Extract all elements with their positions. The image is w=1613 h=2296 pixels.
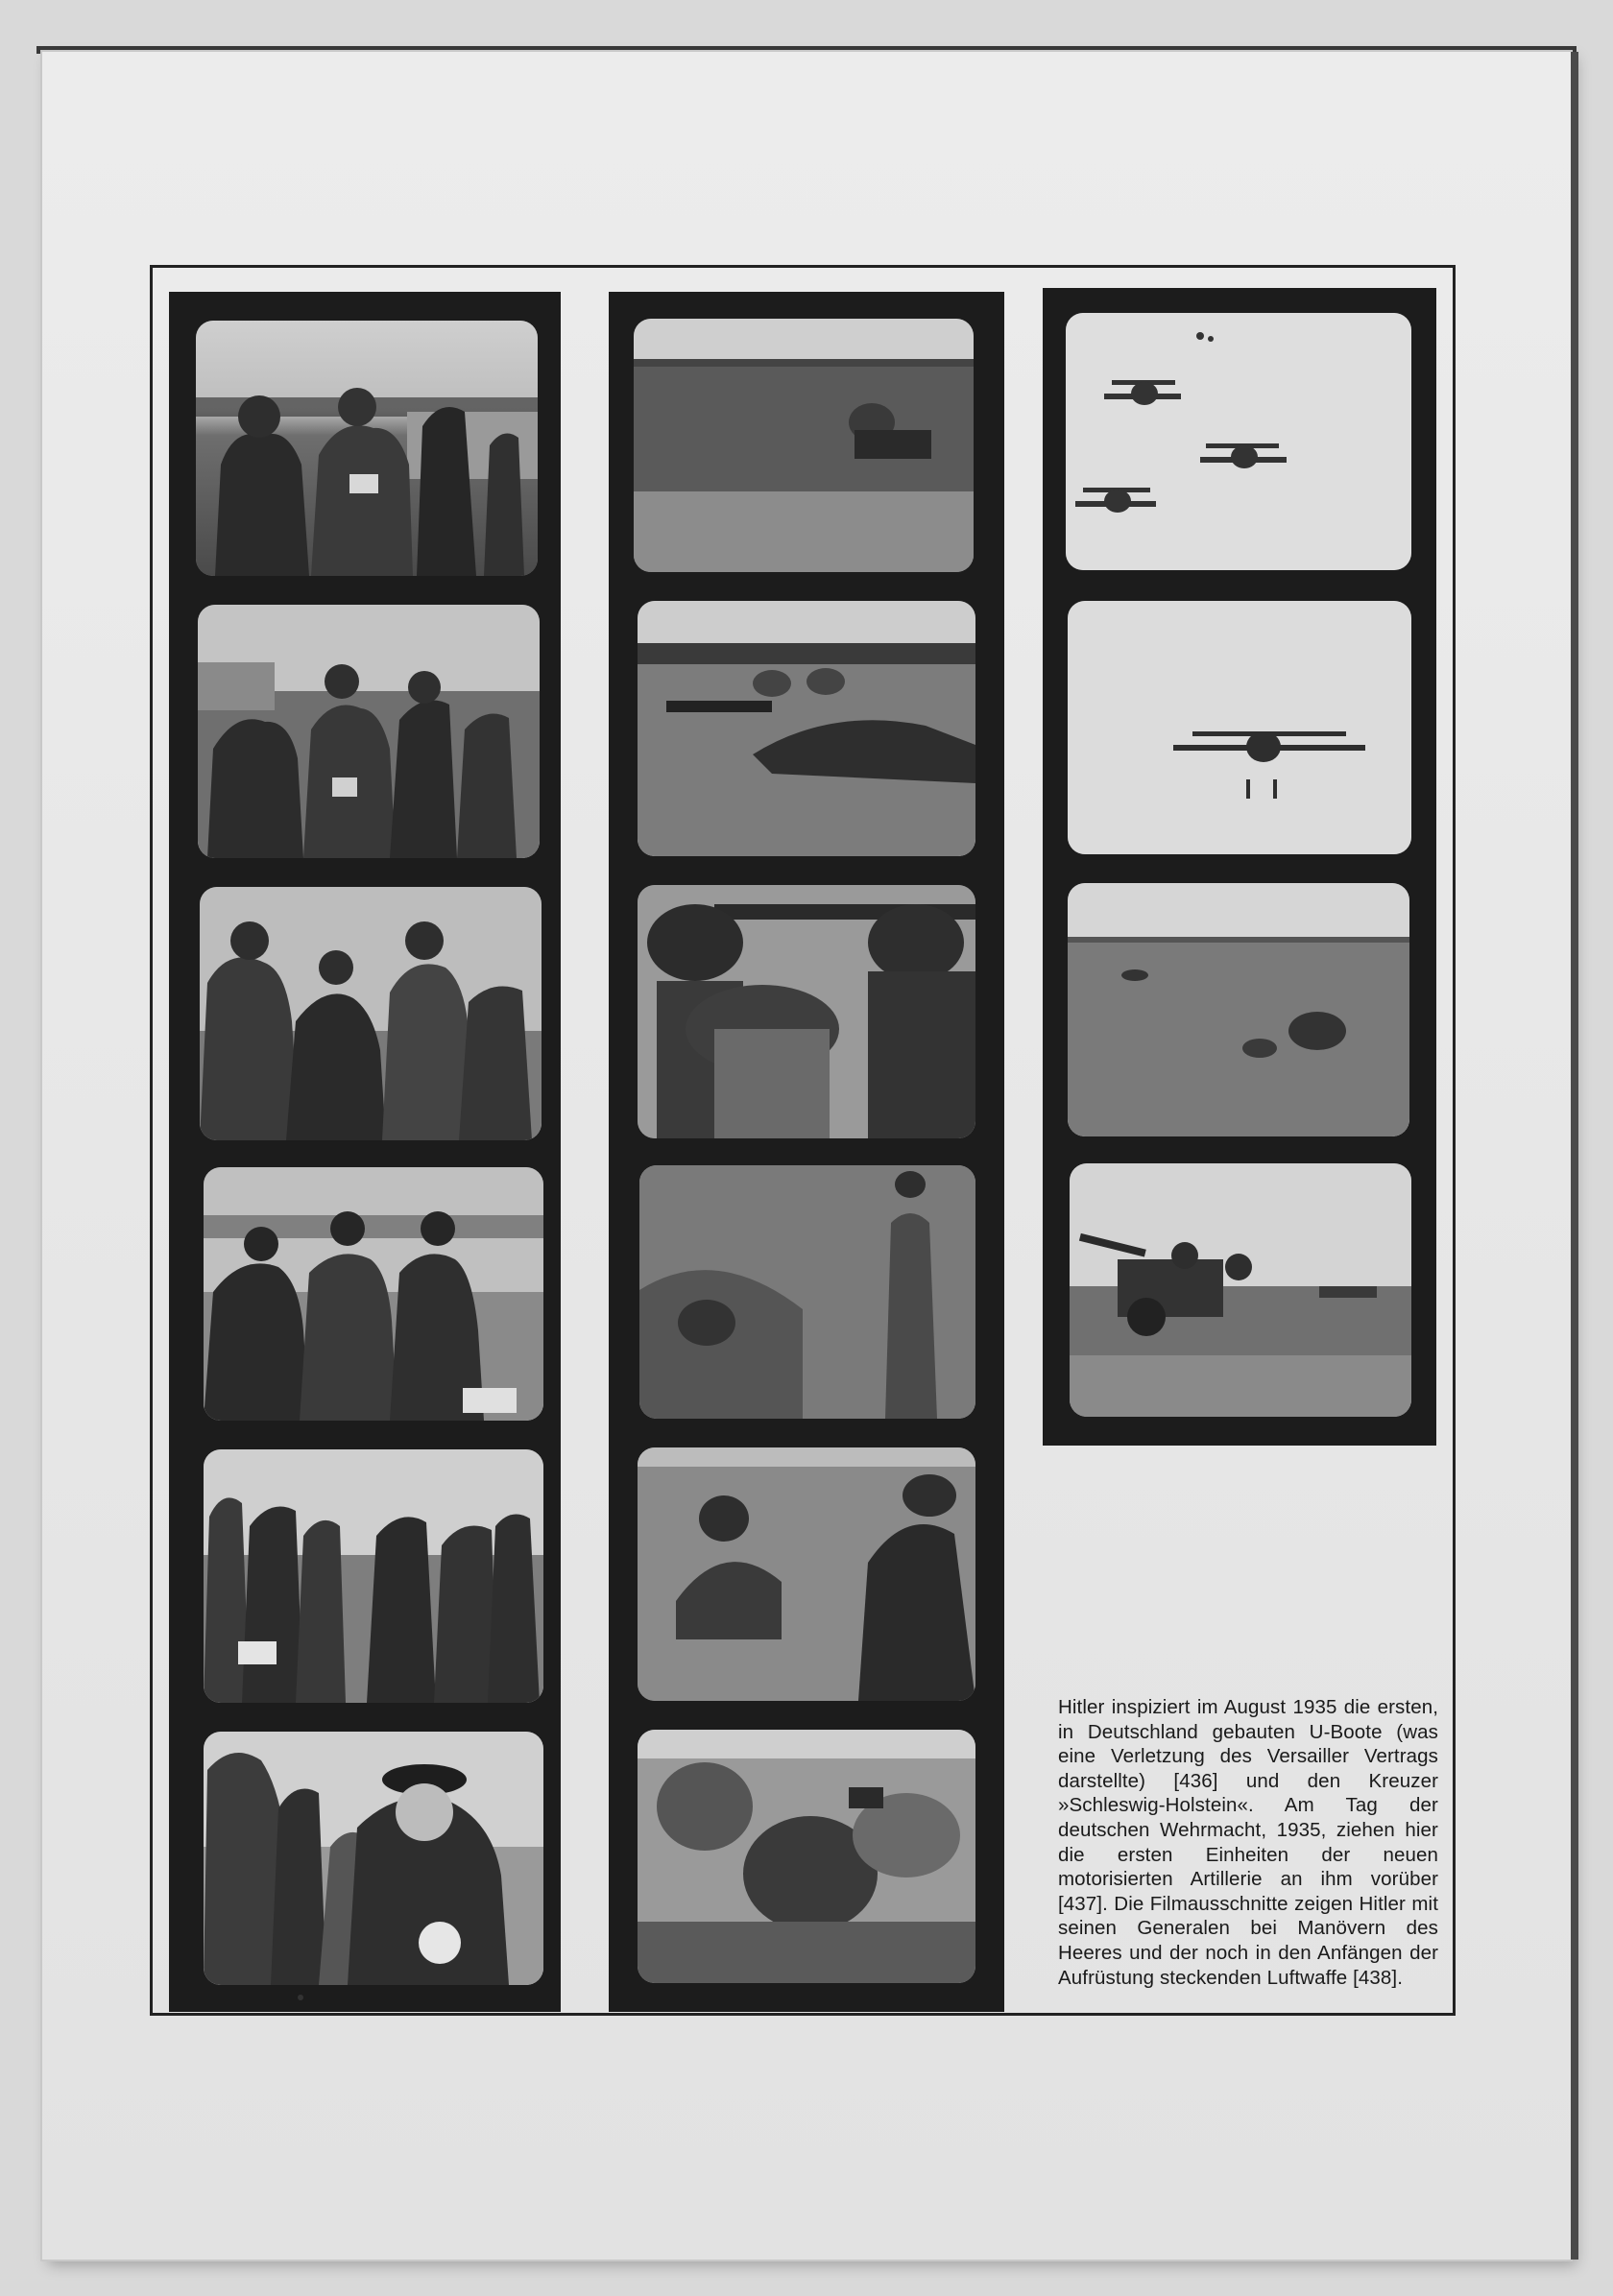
film-perforation-dot bbox=[1208, 336, 1214, 342]
film-perforation-dot bbox=[298, 1995, 303, 2000]
frame-officers-inspection-4 bbox=[204, 1167, 543, 1421]
frame-soldier-in-field bbox=[634, 319, 974, 572]
frame-officers-inspection-1 bbox=[196, 321, 538, 576]
page-right-edge bbox=[1571, 52, 1578, 2260]
caption-text: Hitler inspiziert im August 1935 die ersten, in Deutschland gebauten U-Boote (was eine Verletzung des Versailler Vertrags darstellte) [436] und den Kreuzer »Schleswig-Holstein«. Am Tag der deutschen Wehrmacht, 1935, ziehen hier die ersten Einheiten der neuen motorisierten Artillerie an ihm vorüber [437]. Die Filmausschnitte zeigen Hitler mit seinen Generalen bei Manövern des Heeres und der noch in den Anfängen der Aufrüstung steckenden Luftwaffe [438]. bbox=[1058, 1696, 1438, 1989]
frame-soldiers-on-plain bbox=[1068, 883, 1409, 1136]
frame-biplane-formation bbox=[1066, 313, 1411, 570]
frame-soldier-standing-in-brush bbox=[639, 1165, 975, 1419]
frame-machine-gun-crew bbox=[638, 601, 975, 856]
frame-helmeted-soldiers-closeup bbox=[638, 885, 975, 1138]
frame-officers-inspection-5 bbox=[204, 1449, 543, 1703]
frame-officers-inspection-2 bbox=[198, 605, 540, 858]
frame-officers-inspection-6 bbox=[204, 1732, 543, 1985]
frame-officers-inspection-3 bbox=[200, 887, 542, 1140]
frame-soldiers-crouching bbox=[638, 1730, 975, 1983]
frame-artillery-gun-crew bbox=[1070, 1163, 1411, 1417]
frame-single-biplane bbox=[1068, 601, 1411, 854]
frame-soldiers-in-grass bbox=[638, 1447, 975, 1701]
